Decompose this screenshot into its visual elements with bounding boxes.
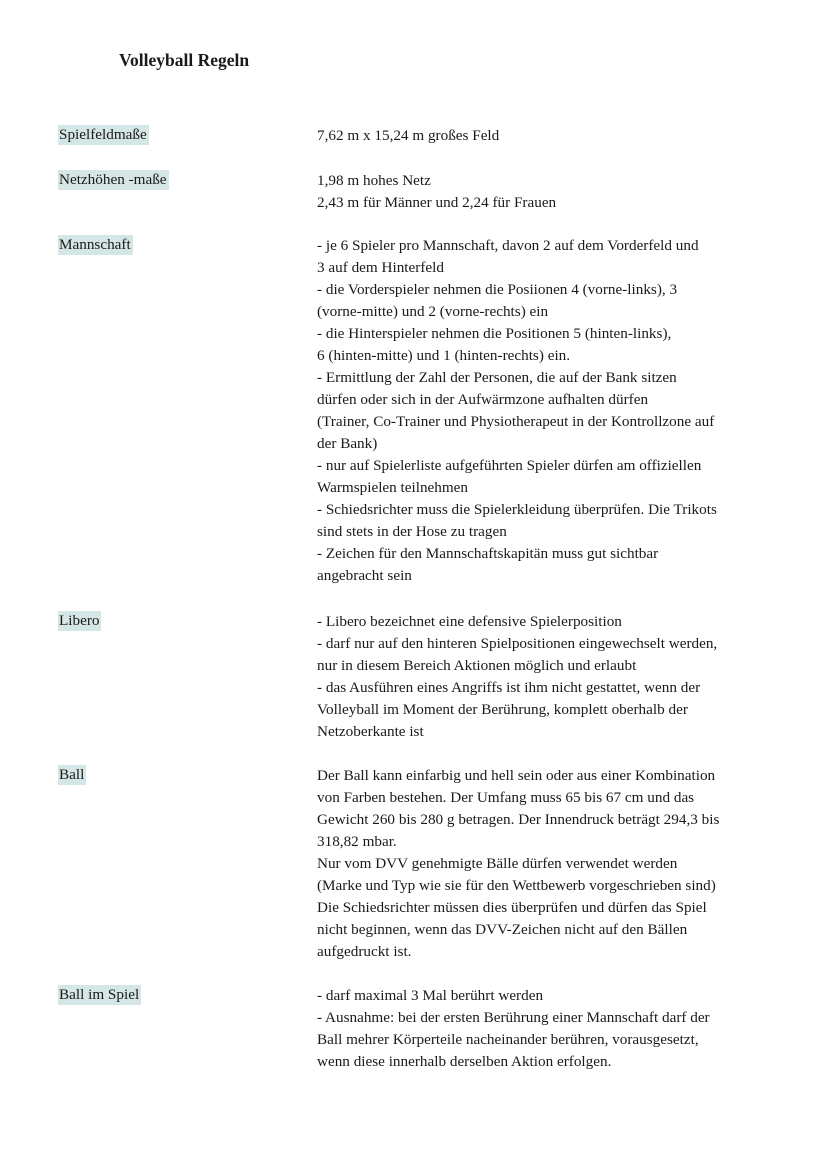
content-line: aufgedruckt ist. (317, 943, 412, 960)
content-line: - das Ausführen eines Angriffs ist ihm nicht gestattet, wenn der (317, 679, 701, 696)
section-label: Ball im Spiel (59, 986, 140, 1003)
content-line: (Trainer, Co-Trainer und Physiotherapeut in der Kontrollzone auf (317, 413, 715, 430)
content-line: 2,43 m für Männer und 2,24 für Frauen (317, 194, 557, 211)
content-line: 6 (hinten-mitte) und 1 (hinten-rechts) ein. (317, 347, 571, 364)
section-label: Spielfeldmaße (59, 126, 147, 143)
content-line: Gewicht 260 bis 280 g betragen. Der Innendruck beträgt 294,3 bis (317, 811, 720, 828)
content-line: von Farben bestehen. Der Umfang muss 65 bis 67 cm und das (317, 789, 695, 806)
section-content (317, 235, 769, 587)
section-label: Ball (59, 766, 85, 783)
content-line: - nur auf Spielerliste aufgeführten Spieler dürfen am offiziellen (317, 457, 702, 474)
section-label: Mannschaft (59, 236, 131, 253)
content-line: Der Ball kann einfarbig und hell sein oder aus einer Kombination (317, 767, 716, 784)
content-line: - darf maximal 3 Mal berührt werden (317, 987, 544, 1004)
content-line: - die Vorderspieler nehmen die Posiionen 4 (vorne-links), 3 (317, 281, 678, 298)
content-line: - Ermittlung der Zahl der Personen, die auf der Bank sitzen (317, 369, 677, 386)
content-line: 3 auf dem Hinterfeld (317, 259, 444, 276)
content-line: - die Hinterspieler nehmen die Positionen 5 (hinten-links), (317, 325, 672, 342)
content-line: der Bank) (317, 435, 378, 452)
content-line: - je 6 Spieler pro Mannschaft, davon 2 auf dem Vorderfeld und (317, 237, 699, 254)
content-line: Warmspielen teilnehmen (317, 479, 469, 496)
content-line: wenn diese innerhalb derselben Aktion erfolgen. (317, 1053, 612, 1070)
section-label: Netzhöhen -maße (59, 171, 167, 188)
content-line: 7,62 m x 15,24 m großes Feld (317, 127, 500, 144)
content-line: 318,82 mbar. (317, 833, 397, 850)
section-content (317, 985, 769, 1073)
content-line: nicht beginnen, wenn das DVV-Zeichen nicht auf den Bällen (317, 921, 688, 938)
content-line: 1,98 m hohes Netz (317, 172, 431, 189)
content-line: dürfen oder sich in der Aufwärmzone aufhalten dürfen (317, 391, 649, 408)
content-line: - Ausnahme: bei der ersten Berührung einer Mannschaft darf der (317, 1009, 710, 1026)
section-content (317, 765, 769, 963)
content-line: nur in diesem Bereich Aktionen möglich und erlaubt (317, 657, 637, 674)
section-content (317, 170, 769, 214)
content-line: Nur vom DVV genehmigte Bälle dürfen verwendet werden (317, 855, 678, 872)
content-line: (vorne-mitte) und 2 (vorne-rechts) ein (317, 303, 549, 320)
content-line: Ball mehrer Körperteile nacheinander berühren, vorausgesetzt, (317, 1031, 699, 1048)
section-label: Libero (59, 612, 100, 629)
content-line: (Marke und Typ wie sie für den Wettbewerb vorgeschrieben sind) (317, 877, 716, 894)
content-line: Netzoberkante ist (317, 723, 424, 740)
content-line: Volleyball im Moment der Berührung, komplett oberhalb der (317, 701, 688, 718)
content-line: sind stets in der Hose zu tragen (317, 523, 507, 540)
page-title: Volleyball Regeln (119, 50, 250, 70)
section-content (317, 611, 769, 743)
content-line: - darf nur auf den hinteren Spielpositionen eingewechselt werden, (317, 635, 718, 652)
content-line: - Schiedsrichter muss die Spielerkleidung überprüfen. Die Trikots (317, 501, 717, 518)
section-content (317, 125, 769, 147)
content-line: - Libero bezeichnet eine defensive Spielerposition (317, 613, 622, 630)
content-line: angebracht sein (317, 567, 412, 584)
content-line: - Zeichen für den Mannschaftskapitän muss gut sichtbar (317, 545, 659, 562)
content-line: Die Schiedsrichter müssen dies überprüfen und dürfen das Spiel (317, 899, 707, 916)
